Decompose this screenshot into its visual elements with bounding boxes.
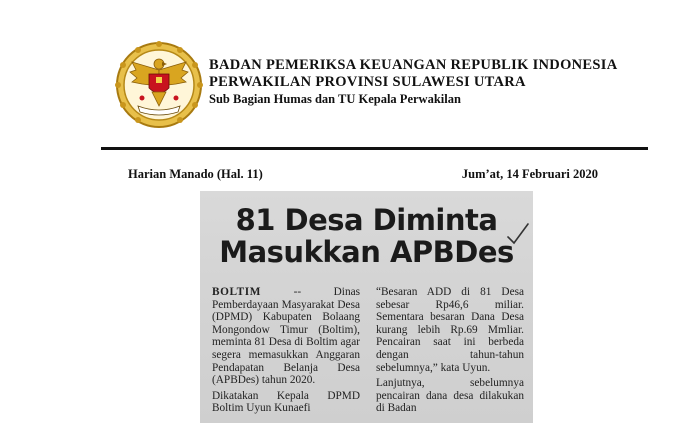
article-paragraph: Dikatakan Kepala DPMD Boltim Uyun Kunaefi (212, 389, 360, 415)
article-column-left (212, 286, 360, 418)
dateline: BOLTIM (212, 286, 262, 298)
newspaper-source: Harian Manado (Hal. 11) (128, 167, 263, 181)
headline-line-1: 81 Desa Diminta (235, 203, 498, 237)
checkmark-icon (505, 221, 531, 247)
publication-date: Jum’at, 14 Februari 2020 (461, 167, 598, 181)
newspaper-clipping (200, 191, 533, 423)
letterhead (209, 57, 617, 107)
headline-line-2: Masukkan APBDes (219, 235, 514, 269)
article-column-right (376, 286, 524, 418)
article-paragraph: “Besaran ADD di 81 Desa sebesar Rp46,6 miliar. Sementara besaran Dana Desa kurang lebih Rp.69 Mmliar. Pencairan saat ini berbeda dengan tahun-tahun sebelumnya,” kata Uyun. (376, 286, 524, 374)
org-branch: PERWAKILAN PROVINSI SULAWESI UTARA (209, 74, 526, 90)
org-division: Sub Bagian Humas dan TU Kepala Perwakilan (209, 92, 461, 106)
article-paragraph: Lanjutnya, sebelumnya pencairan dana desa dilakukan di Badan (376, 377, 524, 415)
garuda-emblem-icon (112, 40, 206, 130)
article-paragraph: BOLTIM -- Dinas Pemberdayaan Masyarakat Desa (DPMD) Kabupaten Bolaang Mongondow Timur (Boltim), meminta 81 Desa di Boltim agar segera memasukkan Anggaran Pendapatan Belanja Desa (APBDes) tahun 2020. (212, 286, 360, 387)
header-divider (101, 147, 648, 150)
org-name: BADAN PEMERIKSA KEUANGAN REPUBLIK INDONESIA (209, 57, 618, 73)
